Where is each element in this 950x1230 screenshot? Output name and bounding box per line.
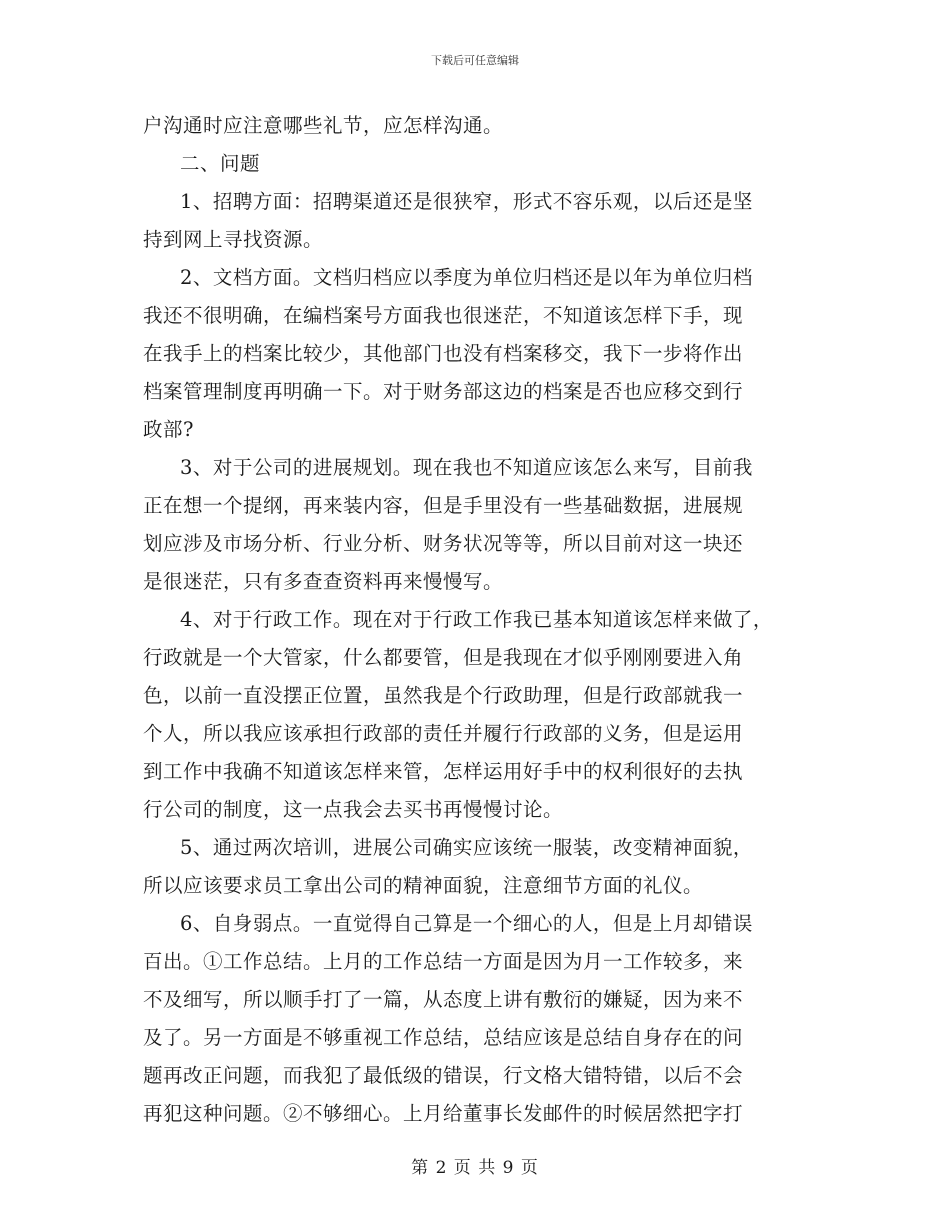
text-line: 政部? (143, 418, 194, 441)
text-line: 3、对于公司的进展规划。现在我也不知道应该怎么来写，目前我 (180, 456, 753, 479)
paragraph (143, 601, 823, 829)
paragraph (143, 259, 823, 449)
text-line: 正在想一个提纲，再来装内容，但是手里没有一些基础数据，进展规 (143, 494, 744, 517)
text-line: 及了。另一方面是不够重视工作总结，总结应该是总结自身存在的问 (143, 1026, 744, 1049)
text-line: 百出。①工作总结。上月的工作总结一方面是因为月一工作较多，来 (143, 950, 744, 973)
paragraph (143, 449, 823, 601)
text-line: 4、对于行政工作。现在对于行政工作我已基本知道该怎样来做了， (180, 608, 773, 631)
text-line: 个人，所以我应该承担行政部的责任并履行行政部的义务，但是运用 (143, 722, 744, 745)
paragraph (143, 905, 823, 1133)
text-line: 6、自身弱点。一直觉得自己算是一个细心的人，但是上月却错误 (180, 912, 753, 935)
text-line: 行政就是一个大管家，什么都要管，但是我现在才似乎刚刚要进入角 (143, 646, 744, 669)
text-line: 2、文档方面。文档归档应以季度为单位归档还是以年为单位归档 (180, 266, 753, 289)
text-line: 题再改正问题，而我犯了最低级的错误，行文格大错特错，以后不会 (143, 1064, 744, 1087)
text-line: 行公司的制度，这一点我会去买书再慢慢讨论。 (143, 798, 564, 821)
paragraph (143, 107, 823, 145)
text-line: 我还不很明确，在编档案号方面我也很迷茫，不知道该怎样下手，现 (143, 304, 744, 327)
paragraph (143, 829, 823, 905)
page-footer: 第 2 页 共 9 页 (411, 1158, 539, 1178)
text-line: 1、招聘方面：招聘渠道还是很狭窄，形式不容乐观，以后还是坚 (180, 190, 753, 213)
text-line: 5、通过两次培训，进展公司确实应该统一服装，改变精神面貌， (180, 836, 753, 859)
text-line: 所以应该要求员工拿出公司的精神面貌，注意细节方面的礼仪。 (143, 874, 704, 897)
paragraph (143, 183, 823, 259)
text-line: 到工作中我确不知道该怎样来管，怎样运用好手中的权利很好的去执 (143, 760, 744, 783)
text-line: 划应涉及市场分析、行业分析、财务状况等等，所以目前对这一块还 (143, 532, 744, 555)
page-header: 下载后可任意编辑 (431, 54, 519, 67)
text-line: 不及细写，所以顺手打了一篇，从态度上讲有敷衍的嫌疑，因为来不 (143, 988, 744, 1011)
text-line: 户沟通时应注意哪些礼节，应怎样沟通。 (143, 114, 504, 137)
paragraph (143, 145, 823, 183)
text-line: 二、问题 (180, 152, 261, 175)
document-body (143, 107, 823, 1133)
text-line: 持到网上寻找资源。 (143, 228, 324, 251)
text-line: 在我手上的档案比较少，其他部门也没有档案移交，我下一步将作出 (143, 342, 744, 365)
text-line: 是很迷茫，只有多查查资料再来慢慢写。 (143, 570, 504, 593)
text-line: 色，以前一直没摆正位置，虽然我是个行政助理，但是行政部就我一 (143, 684, 744, 707)
text-line: 再犯这种问题。②不够细心。上月给董事长发邮件的时候居然把字打 (143, 1102, 744, 1125)
text-line: 档案管理制度再明确一下。对于财务部这边的档案是否也应移交到行 (143, 380, 744, 403)
